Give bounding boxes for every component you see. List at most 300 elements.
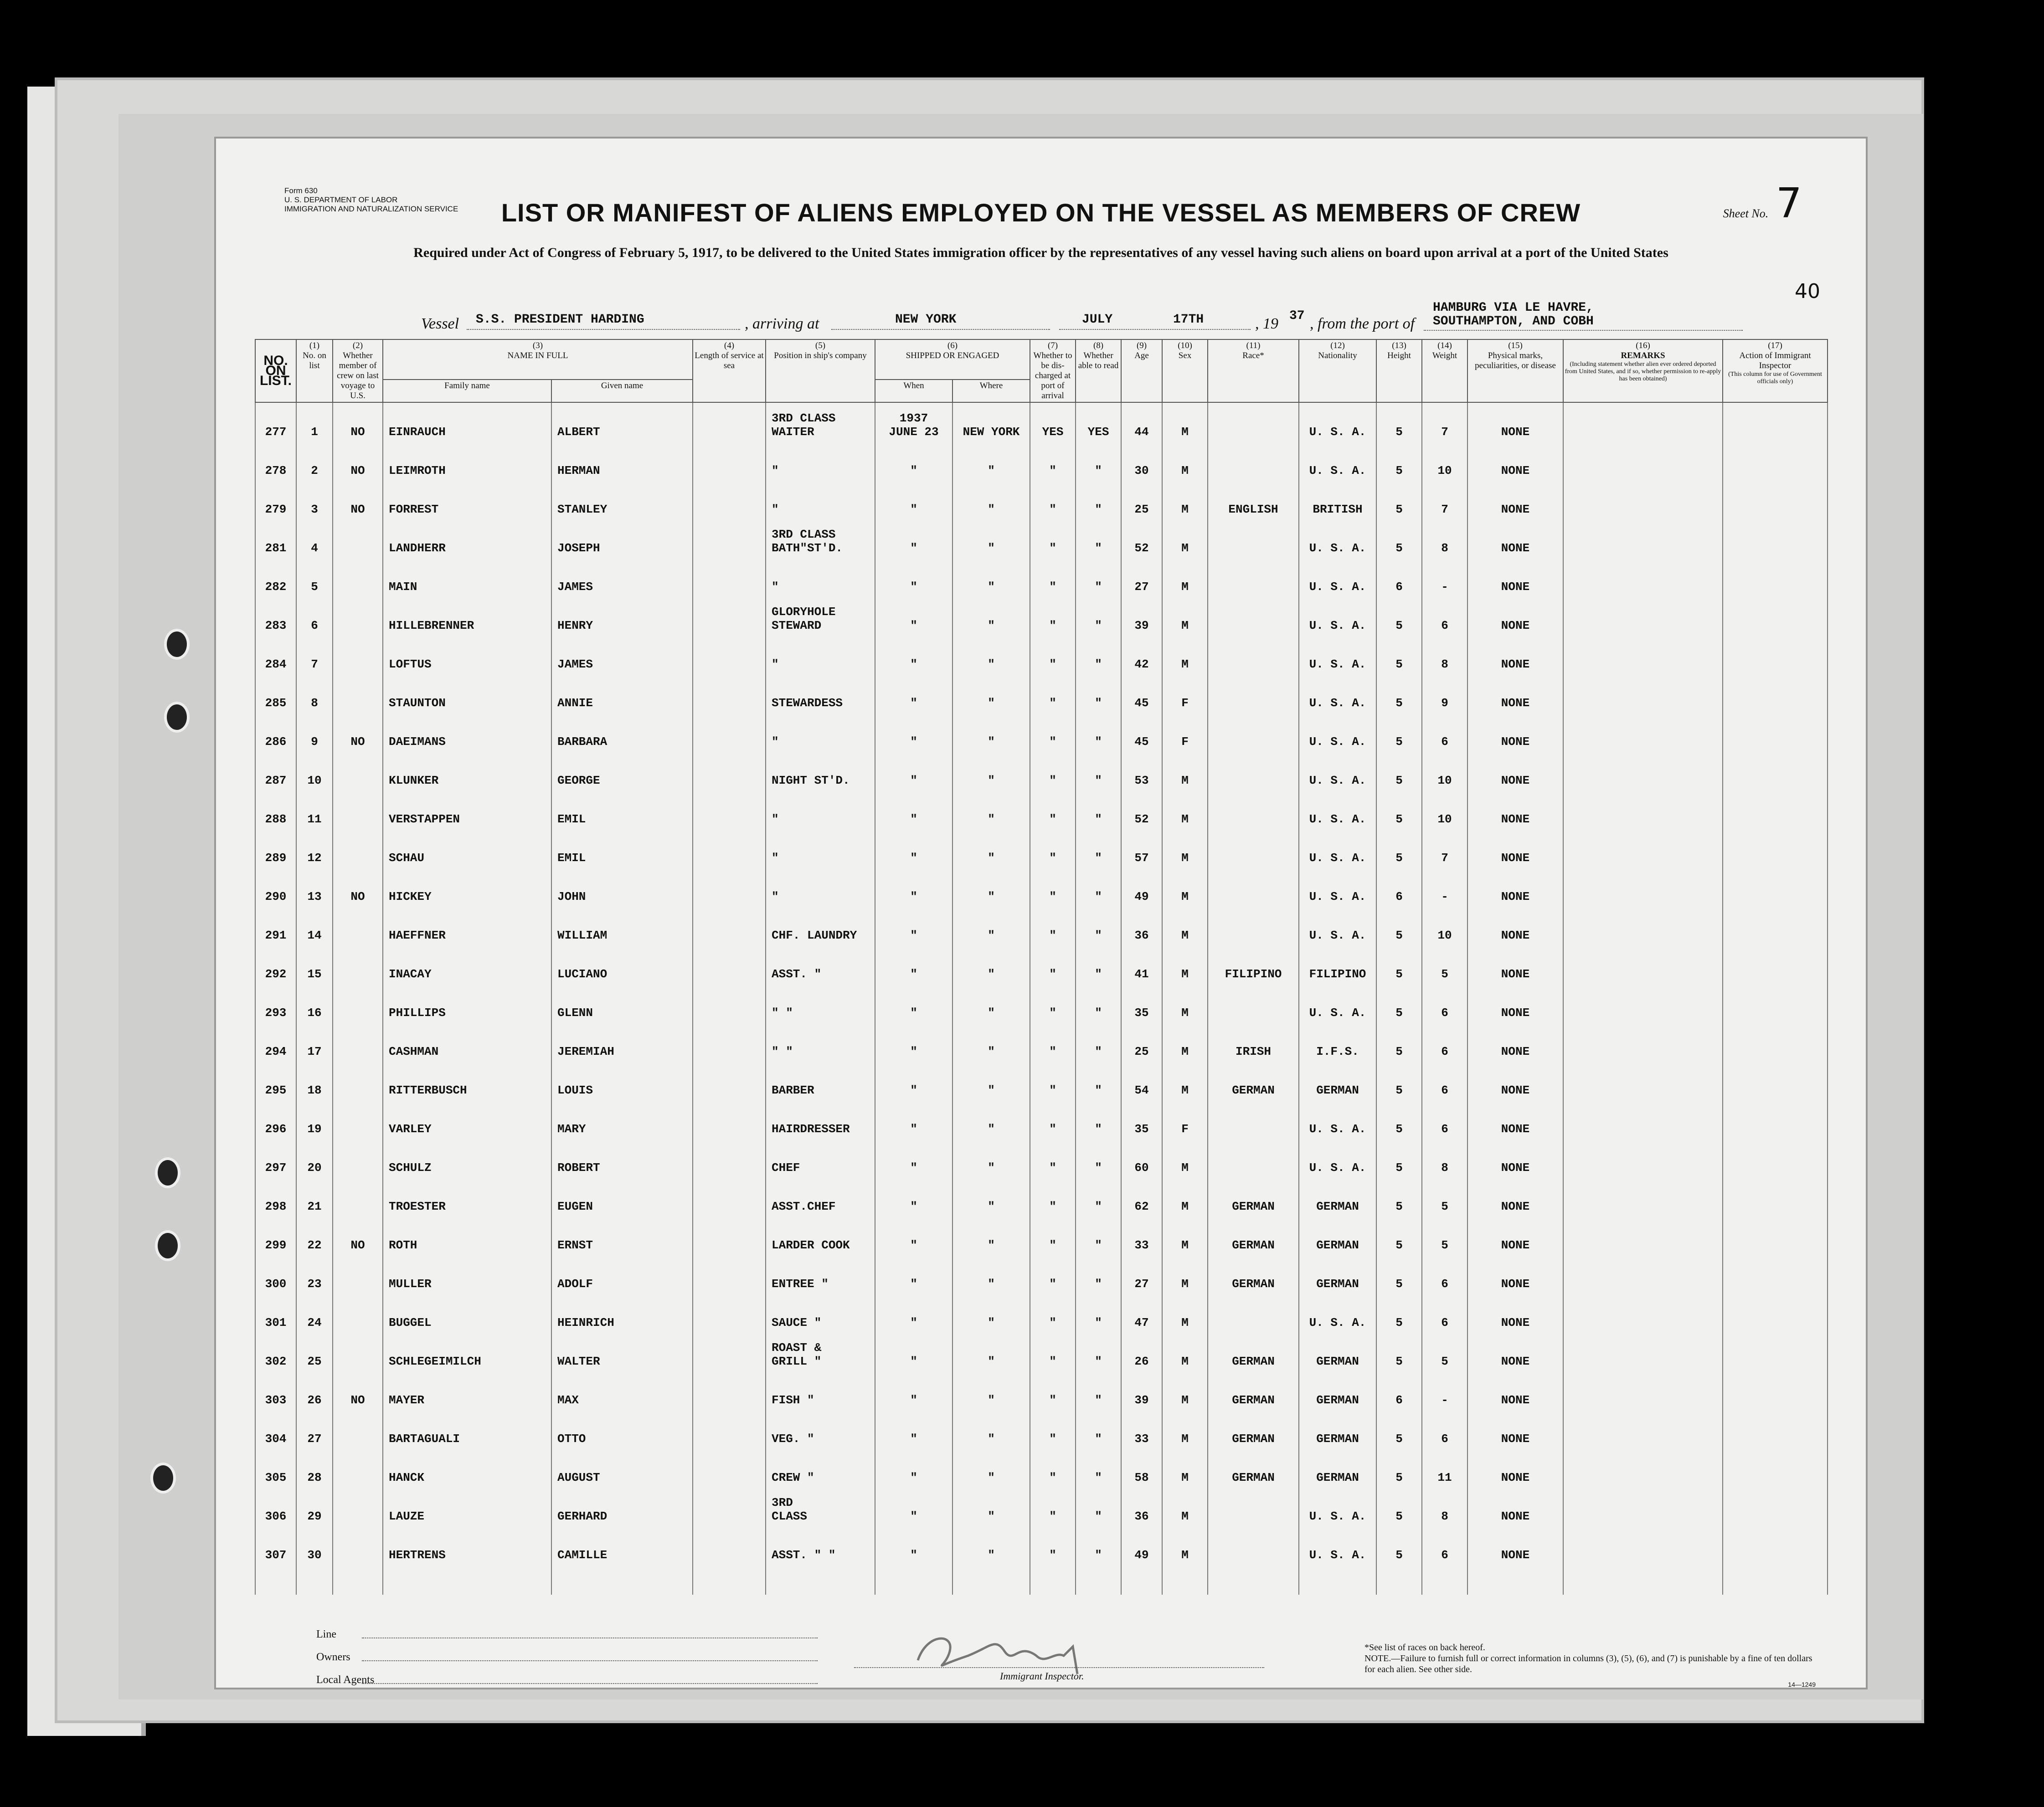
cell-family-name: RITTERBUSCH: [383, 1061, 551, 1100]
cell-sex: M: [1162, 635, 1208, 674]
cell-shipped-when: ": [875, 713, 952, 751]
cell-shipped-when: ": [875, 1410, 952, 1448]
table-row: [255, 1332, 1828, 1371]
cell-service-length: [693, 1061, 766, 1100]
cell-shipped-when: ": [875, 984, 952, 1022]
table-row: [255, 402, 1828, 441]
cell-service-length: [693, 1255, 766, 1294]
cell-service-length: [693, 868, 766, 906]
cell-remarks: [1563, 1100, 1723, 1139]
cell-able-to-read: YES: [1076, 402, 1121, 441]
cell-race: [1208, 596, 1299, 635]
cell-list-number: 2: [296, 441, 333, 480]
cell-given-name: ALBERT: [551, 402, 693, 441]
cell-shipped-when: ": [875, 945, 952, 984]
cell-given-name: JEREMIAH: [551, 1022, 693, 1061]
cell-physical-marks: NONE: [1467, 635, 1563, 674]
cell-sex: M: [1162, 868, 1208, 906]
cell-race: [1208, 558, 1299, 596]
cell-physical-marks: NONE: [1467, 829, 1563, 868]
cell-list-number: 16: [296, 984, 333, 1022]
cell-inspector-action: [1723, 984, 1828, 1022]
cell-shipped-when: 1937 JUNE 23: [875, 402, 952, 441]
cell-weight: -: [1422, 1371, 1467, 1410]
from-port-line2: SOUTHAMPTON, AND COBH: [1433, 314, 1594, 329]
cell-nationality: U. S. A.: [1299, 558, 1376, 596]
cell-shipped-when: ": [875, 1448, 952, 1487]
cell-age: 49: [1121, 868, 1162, 906]
cell-physical-marks: NONE: [1467, 402, 1563, 441]
cell-shipped-where: ": [952, 635, 1030, 674]
cell-weight: 8: [1422, 519, 1467, 558]
empty-cell: [766, 1565, 875, 1595]
cell-given-name: GEORGE: [551, 751, 693, 790]
cell-age: 33: [1121, 1216, 1162, 1255]
cell-ref-number: 296: [255, 1100, 296, 1139]
cell-ref-number: 286: [255, 713, 296, 751]
cell-height: 5: [1376, 674, 1422, 713]
cell-family-name: LAUZE: [383, 1487, 551, 1526]
cell-position: SAUCE ": [766, 1294, 875, 1332]
cell-discharged: ": [1030, 596, 1076, 635]
cell-position: HAIRDRESSER: [766, 1100, 875, 1139]
cell-sex: M: [1162, 1526, 1208, 1565]
table-row: [255, 906, 1828, 945]
cell-nationality: GERMAN: [1299, 1216, 1376, 1255]
cell-nationality: U. S. A.: [1299, 519, 1376, 558]
cell-age: 57: [1121, 829, 1162, 868]
cell-service-length: [693, 713, 766, 751]
cell-previous-voyage: NO: [333, 1216, 383, 1255]
empty-cell: [1376, 1565, 1422, 1595]
header-col9: [1121, 339, 1162, 402]
col-label: Physical marks, peculiarities, or disease: [1475, 351, 1556, 370]
cell-race: [1208, 402, 1299, 441]
cell-discharged: ": [1030, 829, 1076, 868]
cell-position: STEWARDESS: [766, 674, 875, 713]
cell-inspector-action: [1723, 713, 1828, 751]
empty-cell: [1299, 1565, 1376, 1595]
cell-nationality: U. S. A.: [1299, 596, 1376, 635]
cell-sex: M: [1162, 596, 1208, 635]
cell-shipped-where: ": [952, 441, 1030, 480]
cell-physical-marks: NONE: [1467, 1022, 1563, 1061]
header-col12: [1299, 339, 1376, 402]
cell-physical-marks: NONE: [1467, 1410, 1563, 1448]
header-col6: [875, 339, 1030, 380]
cell-physical-marks: NONE: [1467, 1177, 1563, 1216]
cell-age: 30: [1121, 441, 1162, 480]
cell-able-to-read: ": [1076, 519, 1121, 558]
cell-race: [1208, 1526, 1299, 1565]
cell-shipped-where: ": [952, 713, 1030, 751]
cell-shipped-when: ": [875, 596, 952, 635]
cell-physical-marks: NONE: [1467, 1332, 1563, 1371]
cell-race: GERMAN: [1208, 1216, 1299, 1255]
cell-able-to-read: ": [1076, 1216, 1121, 1255]
cell-discharged: ": [1030, 868, 1076, 906]
header-col10: [1162, 339, 1208, 402]
header-when: When: [875, 380, 952, 402]
cell-able-to-read: ": [1076, 1061, 1121, 1100]
cell-shipped-where: ": [952, 984, 1030, 1022]
cell-ref-number: 291: [255, 906, 296, 945]
cell-given-name: EUGEN: [551, 1177, 693, 1216]
cell-remarks: [1563, 635, 1723, 674]
cell-shipped-where: ": [952, 1487, 1030, 1526]
table-row: [255, 713, 1828, 751]
cell-discharged: ": [1030, 713, 1076, 751]
cell-given-name: GLENN: [551, 984, 693, 1022]
cell-physical-marks: NONE: [1467, 1100, 1563, 1139]
cell-ref-number: 283: [255, 596, 296, 635]
cell-weight: 7: [1422, 402, 1467, 441]
cell-shipped-where: ": [952, 906, 1030, 945]
cell-ref-number: 298: [255, 1177, 296, 1216]
cell-nationality: GERMAN: [1299, 1061, 1376, 1100]
cell-able-to-read: ": [1076, 441, 1121, 480]
cell-remarks: [1563, 1139, 1723, 1177]
header-col3: [383, 339, 693, 380]
cell-given-name: ROBERT: [551, 1139, 693, 1177]
cell-ref-number: 288: [255, 790, 296, 829]
cell-race: [1208, 790, 1299, 829]
cell-given-name: WALTER: [551, 1332, 693, 1371]
cell-discharged: ": [1030, 674, 1076, 713]
header-where: Where: [952, 380, 1030, 402]
cell-shipped-when: ": [875, 480, 952, 519]
cell-height: 5: [1376, 402, 1422, 441]
table-row: [255, 1526, 1828, 1565]
year-prefix: , 19: [1255, 315, 1278, 332]
cell-discharged: ": [1030, 1371, 1076, 1410]
cell-ref-number: 290: [255, 868, 296, 906]
cell-previous-voyage: [333, 635, 383, 674]
cell-discharged: ": [1030, 1487, 1076, 1526]
cell-weight: 10: [1422, 790, 1467, 829]
cell-weight: 6: [1422, 1294, 1467, 1332]
cell-inspector-action: [1723, 674, 1828, 713]
cell-weight: 10: [1422, 751, 1467, 790]
header-col1: [296, 339, 333, 402]
cell-age: 39: [1121, 596, 1162, 635]
cell-physical-marks: NONE: [1467, 713, 1563, 751]
col-label: Whether able to read: [1078, 351, 1119, 370]
cell-service-length: [693, 1022, 766, 1061]
cell-list-number: 24: [296, 1294, 333, 1332]
table-row: [255, 984, 1828, 1022]
cell-race: [1208, 713, 1299, 751]
cell-height: 5: [1376, 906, 1422, 945]
cell-position: CREW ": [766, 1448, 875, 1487]
cell-height: 5: [1376, 1294, 1422, 1332]
header-family-name: Family name: [383, 380, 551, 402]
cell-shipped-where: ": [952, 674, 1030, 713]
cell-list-number: 12: [296, 829, 333, 868]
cell-discharged: ": [1030, 790, 1076, 829]
cell-previous-voyage: [333, 829, 383, 868]
cell-inspector-action: [1723, 635, 1828, 674]
col-number: (10): [1178, 341, 1192, 350]
cell-age: 54: [1121, 1061, 1162, 1100]
cell-previous-voyage: [333, 1177, 383, 1216]
cell-physical-marks: NONE: [1467, 790, 1563, 829]
cell-physical-marks: NONE: [1467, 596, 1563, 635]
cell-nationality: U. S. A.: [1299, 868, 1376, 906]
cell-family-name: SCHLEGEIMILCH: [383, 1332, 551, 1371]
cell-nationality: U. S. A.: [1299, 635, 1376, 674]
cell-weight: 5: [1422, 1216, 1467, 1255]
cell-height: 6: [1376, 1371, 1422, 1410]
cell-position: ": [766, 441, 875, 480]
cell-position: 3RD CLASS WAITER: [766, 402, 875, 441]
cell-remarks: [1563, 1526, 1723, 1565]
cell-family-name: LEIMROTH: [383, 441, 551, 480]
vessel-label: Vessel: [421, 315, 459, 332]
cell-age: 52: [1121, 790, 1162, 829]
cell-shipped-when: ": [875, 1022, 952, 1061]
agents-underline: [362, 1683, 818, 1684]
cell-able-to-read: ": [1076, 1526, 1121, 1565]
cell-height: 5: [1376, 1410, 1422, 1448]
cell-previous-voyage: [333, 984, 383, 1022]
cell-nationality: GERMAN: [1299, 1332, 1376, 1371]
cell-physical-marks: NONE: [1467, 519, 1563, 558]
cell-weight: -: [1422, 868, 1467, 906]
cell-shipped-when: ": [875, 868, 952, 906]
cell-position: ROAST & GRILL ": [766, 1332, 875, 1371]
cell-nationality: U. S. A.: [1299, 751, 1376, 790]
cell-weight: 6: [1422, 984, 1467, 1022]
cell-shipped-when: ": [875, 519, 952, 558]
header-col7: [1030, 339, 1076, 402]
cell-list-number: 15: [296, 945, 333, 984]
cell-age: 26: [1121, 1332, 1162, 1371]
cell-sex: F: [1162, 713, 1208, 751]
empty-cell: [952, 1565, 1030, 1595]
cell-remarks: [1563, 1487, 1723, 1526]
cell-able-to-read: ": [1076, 1100, 1121, 1139]
cell-weight: 10: [1422, 906, 1467, 945]
cell-height: 5: [1376, 1255, 1422, 1294]
cell-ref-number: 284: [255, 635, 296, 674]
cell-height: 5: [1376, 1216, 1422, 1255]
cell-sex: M: [1162, 984, 1208, 1022]
header-col16: [1563, 339, 1723, 402]
print-code: 14—1249: [1788, 1681, 1816, 1688]
cell-family-name: CASHMAN: [383, 1022, 551, 1061]
vessel-line: [284, 301, 1788, 338]
col-number: (5): [815, 341, 826, 350]
col-label: Age: [1134, 351, 1149, 360]
cell-list-number: 18: [296, 1061, 333, 1100]
cell-service-length: [693, 635, 766, 674]
col-label: No. on list: [303, 351, 326, 370]
cell-remarks: [1563, 868, 1723, 906]
cell-sex: M: [1162, 1255, 1208, 1294]
cell-age: 35: [1121, 984, 1162, 1022]
cell-list-number: 3: [296, 480, 333, 519]
cell-ref-number: 302: [255, 1332, 296, 1371]
cell-able-to-read: ": [1076, 829, 1121, 868]
cell-nationality: U. S. A.: [1299, 713, 1376, 751]
cell-physical-marks: NONE: [1467, 1487, 1563, 1526]
from-port-line1: HAMBURG VIA LE HAVRE,: [1433, 301, 1594, 315]
cell-inspector-action: [1723, 1448, 1828, 1487]
cell-service-length: [693, 945, 766, 984]
cell-age: 33: [1121, 1410, 1162, 1448]
cell-able-to-read: ": [1076, 1255, 1121, 1294]
cell-race: GERMAN: [1208, 1371, 1299, 1410]
col-label: Action of Immigrant Inspector: [1739, 351, 1811, 370]
col-number: (12): [1330, 341, 1345, 350]
table-row: [255, 1061, 1828, 1100]
cell-nationality: GERMAN: [1299, 1448, 1376, 1487]
cell-previous-voyage: [333, 1526, 383, 1565]
cell-remarks: [1563, 1448, 1723, 1487]
cell-sex: M: [1162, 558, 1208, 596]
col-number: (13): [1392, 341, 1406, 350]
cell-previous-voyage: NO: [333, 713, 383, 751]
cell-previous-voyage: NO: [333, 402, 383, 441]
cell-position: CHEF: [766, 1139, 875, 1177]
cell-race: [1208, 1487, 1299, 1526]
col-number: (7): [1047, 341, 1058, 350]
cell-discharged: ": [1030, 945, 1076, 984]
cell-height: 5: [1376, 1139, 1422, 1177]
cell-race: GERMAN: [1208, 1448, 1299, 1487]
from-port-underline: [1424, 312, 1743, 331]
cell-previous-voyage: [333, 1100, 383, 1139]
cell-age: 25: [1121, 480, 1162, 519]
cell-position: ASST. " ": [766, 1526, 875, 1565]
col-number: (8): [1093, 341, 1104, 350]
cell-race: GERMAN: [1208, 1255, 1299, 1294]
cell-height: 5: [1376, 596, 1422, 635]
cell-age: 60: [1121, 1139, 1162, 1177]
cell-age: 39: [1121, 1371, 1162, 1410]
empty-cell: [551, 1565, 693, 1595]
arriving-label: , arriving at: [745, 315, 819, 332]
cell-remarks: [1563, 596, 1723, 635]
cell-family-name: HAEFFNER: [383, 906, 551, 945]
cell-discharged: ": [1030, 751, 1076, 790]
table-row: [255, 558, 1828, 596]
cell-remarks: [1563, 402, 1723, 441]
inspector-label: Immigrant Inspector.: [1000, 1670, 1084, 1682]
cell-shipped-where: ": [952, 596, 1030, 635]
cell-given-name: HEINRICH: [551, 1294, 693, 1332]
cell-family-name: LOFTUS: [383, 635, 551, 674]
cell-race: GERMAN: [1208, 1332, 1299, 1371]
cell-height: 5: [1376, 1526, 1422, 1565]
cell-able-to-read: ": [1076, 635, 1121, 674]
cell-service-length: [693, 906, 766, 945]
cell-family-name: KLUNKER: [383, 751, 551, 790]
empty-cell: [1467, 1565, 1563, 1595]
cell-remarks: [1563, 1410, 1723, 1448]
empty-cell: [693, 1565, 766, 1595]
cell-list-number: 11: [296, 790, 333, 829]
footer-note: [1364, 1642, 1820, 1675]
cell-inspector-action: [1723, 1061, 1828, 1100]
local-agents-label: Local Agents: [316, 1674, 375, 1686]
cell-discharged: ": [1030, 1022, 1076, 1061]
cell-service-length: [693, 596, 766, 635]
col-label: Weight: [1432, 351, 1457, 360]
table-row: [255, 596, 1828, 635]
cell-sex: M: [1162, 1448, 1208, 1487]
table-row: [255, 441, 1828, 480]
page-number: 40: [1795, 280, 1820, 303]
cell-age: 45: [1121, 674, 1162, 713]
cell-able-to-read: ": [1076, 1448, 1121, 1487]
cell-ref-number: 292: [255, 945, 296, 984]
arriving-port: NEW YORK: [895, 313, 957, 327]
cell-inspector-action: [1723, 519, 1828, 558]
cell-inspector-action: [1723, 1177, 1828, 1216]
page-title: LIST OR MANIFEST OF ALIENS EMPLOYED ON THE VESSEL AS MEMBERS OF CREW: [501, 198, 1581, 227]
cell-inspector-action: [1723, 906, 1828, 945]
cell-weight: 6: [1422, 713, 1467, 751]
fine-note: NOTE.—Failure to furnish full or correct information in columns (3), (5), (6), and (7) is punishable by a fine of ten dollars for each alien. See other side.: [1364, 1653, 1812, 1674]
cell-shipped-when: ": [875, 1100, 952, 1139]
cell-service-length: [693, 1526, 766, 1565]
header-col11: [1208, 339, 1299, 402]
cell-shipped-where: ": [952, 1061, 1030, 1100]
cell-age: 27: [1121, 1255, 1162, 1294]
cell-service-length: [693, 790, 766, 829]
cell-position: 3RD CLASS BATH"ST'D.: [766, 519, 875, 558]
cell-family-name: FORREST: [383, 480, 551, 519]
cell-previous-voyage: [333, 1022, 383, 1061]
cell-remarks: [1563, 558, 1723, 596]
cell-inspector-action: [1723, 751, 1828, 790]
cell-given-name: LOUIS: [551, 1061, 693, 1100]
cell-physical-marks: NONE: [1467, 1061, 1563, 1100]
cell-ref-number: 295: [255, 1061, 296, 1100]
cell-ref-number: 306: [255, 1487, 296, 1526]
cell-service-length: [693, 1410, 766, 1448]
col-label: Whether to be dis-charged at port of arrival: [1033, 351, 1072, 400]
cell-remarks: [1563, 1177, 1723, 1216]
cell-nationality: GERMAN: [1299, 1177, 1376, 1216]
cell-weight: 8: [1422, 635, 1467, 674]
cell-physical-marks: NONE: [1467, 1216, 1563, 1255]
col-note: (This column for use of Government officials only): [1728, 371, 1822, 385]
cell-given-name: STANLEY: [551, 480, 693, 519]
cell-weight: 10: [1422, 441, 1467, 480]
cell-position: ASST. ": [766, 945, 875, 984]
cell-discharged: ": [1030, 1294, 1076, 1332]
cell-given-name: JAMES: [551, 558, 693, 596]
cell-race: [1208, 1100, 1299, 1139]
cell-sex: F: [1162, 1100, 1208, 1139]
cell-sex: M: [1162, 1371, 1208, 1410]
cell-position: " ": [766, 984, 875, 1022]
cell-physical-marks: NONE: [1467, 558, 1563, 596]
col-number: (17): [1768, 341, 1782, 350]
cell-weight: 6: [1422, 1255, 1467, 1294]
cell-nationality: U. S. A.: [1299, 674, 1376, 713]
cell-previous-voyage: NO: [333, 441, 383, 480]
empty-cell: [1723, 1565, 1828, 1595]
cell-service-length: [693, 984, 766, 1022]
cell-nationality: U. S. A.: [1299, 984, 1376, 1022]
table-row: [255, 1177, 1828, 1216]
cell-previous-voyage: NO: [333, 1371, 383, 1410]
owners-underline: [362, 1660, 818, 1661]
